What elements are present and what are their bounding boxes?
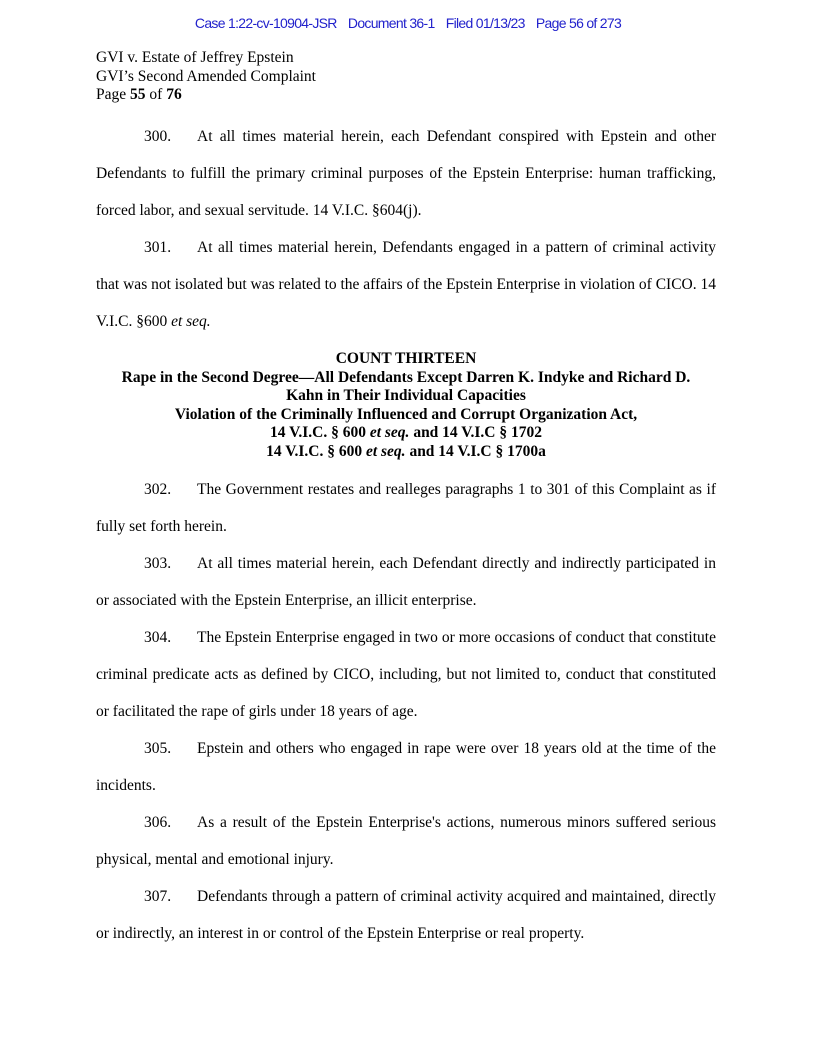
- count-statute-line2: [96, 424, 716, 443]
- count-title: COUNT THIRTEEN: [335, 350, 477, 367]
- ecf-filing-stamp: [0, 15, 816, 31]
- stamp-document-number: Document 36-1: [347, 15, 435, 31]
- paragraph-text: The Government restates and realleges paragraphs 1 to 301 of this Complaint as if fully set forth herein.: [96, 481, 716, 535]
- statute-part: and 14 V.I.C § 1700a: [405, 442, 546, 460]
- paragraph-number: 304.: [144, 629, 172, 646]
- page-total: 76: [166, 86, 182, 103]
- statute-part: and 14 V.I.C § 1702: [409, 424, 542, 441]
- page-prefix: Page: [96, 86, 131, 103]
- paragraph-number: 300.: [144, 128, 172, 145]
- paragraph-number: 307.: [144, 888, 172, 905]
- document-header: [96, 49, 316, 105]
- paragraph-text: At all times material herein, each Defendant conspired with Epstein and other Defendants to fulfill the primary criminal purposes of the Epstein Enterprise: human trafficking, forced labor, and sexual servitude. 14 V.I.C. §604(j).: [96, 128, 716, 219]
- paragraph-number: 303.: [144, 555, 172, 572]
- page-current: 55: [130, 86, 146, 103]
- paragraph-text: Epstein and others who engaged in rape were over 18 years old at the time of the incidents.: [96, 740, 716, 794]
- stamp-page-count: Page 56 of 273: [535, 15, 622, 31]
- statute-part: 14 V.I.C. § 600: [270, 424, 370, 441]
- paragraph-number: 302.: [144, 481, 172, 498]
- count-subtitle-line1: Rape in the Second Degree—All Defendants Except Darren K. Indyke and Richard D.: [121, 368, 691, 386]
- paragraph-300: [96, 118, 716, 229]
- paragraph-307: [96, 878, 716, 952]
- count-heading: [96, 350, 716, 461]
- stamp-case-number: Case 1:22-cv-10904-JSR: [194, 15, 337, 31]
- paragraph-306: [96, 804, 716, 878]
- statute-italic: et seq.: [365, 442, 406, 460]
- statute-italic: et seq.: [369, 424, 410, 441]
- header-document-title: GVI’s Second Amended Complaint: [96, 67, 316, 85]
- document-body: [96, 118, 716, 952]
- page-of: of: [145, 86, 167, 103]
- paragraph-number: 305.: [144, 740, 172, 757]
- paragraph-301: [96, 229, 716, 340]
- paragraph-italic: et seq.: [171, 313, 211, 330]
- statute-part: 14 V.I.C. § 600: [266, 442, 366, 460]
- paragraph-number: 301.: [144, 239, 172, 256]
- paragraph-text: At all times material herein, each Defendant directly and indirectly participated in or associated with the Epstein Enterprise, an illicit enterprise.: [96, 555, 716, 609]
- paragraph-304: [96, 619, 716, 730]
- paragraph-number: 306.: [144, 814, 172, 831]
- header-case-title: GVI v. Estate of Jeffrey Epstein: [96, 49, 294, 66]
- count-statute-line1: Violation of the Criminally Influenced and Corrupt Organization Act,: [174, 405, 638, 423]
- paragraph-text: The Epstein Enterprise engaged in two or more occasions of conduct that constitute criminal predicate acts as defined by CICO, including, but not limited to, conduct that constituted or facilitated the rape of girls under 18 years of age.: [96, 629, 716, 720]
- header-page-number: [96, 86, 316, 105]
- stamp-filed-date: Filed 01/13/23: [445, 15, 525, 31]
- paragraph-303: [96, 545, 716, 619]
- count-statute-line3: [96, 443, 716, 462]
- paragraph-text: Defendants through a pattern of criminal activity acquired and maintained, directly or indirectly, an interest in or control of the Epstein Enterprise or real property.: [96, 888, 716, 942]
- paragraph-text: At all times material herein, Defendants engaged in a pattern of criminal activity that was not isolated but was related to the affairs of the Epstein Enterprise in violation of CICO. 14 V.I.C. §600: [96, 239, 716, 330]
- paragraph-302: [96, 471, 716, 545]
- count-subtitle-line2: Kahn in Their Individual Capacities: [286, 387, 526, 404]
- paragraph-text: As a result of the Epstein Enterprise's actions, numerous minors suffered serious physical, mental and emotional injury.: [96, 814, 716, 868]
- paragraph-305: [96, 730, 716, 804]
